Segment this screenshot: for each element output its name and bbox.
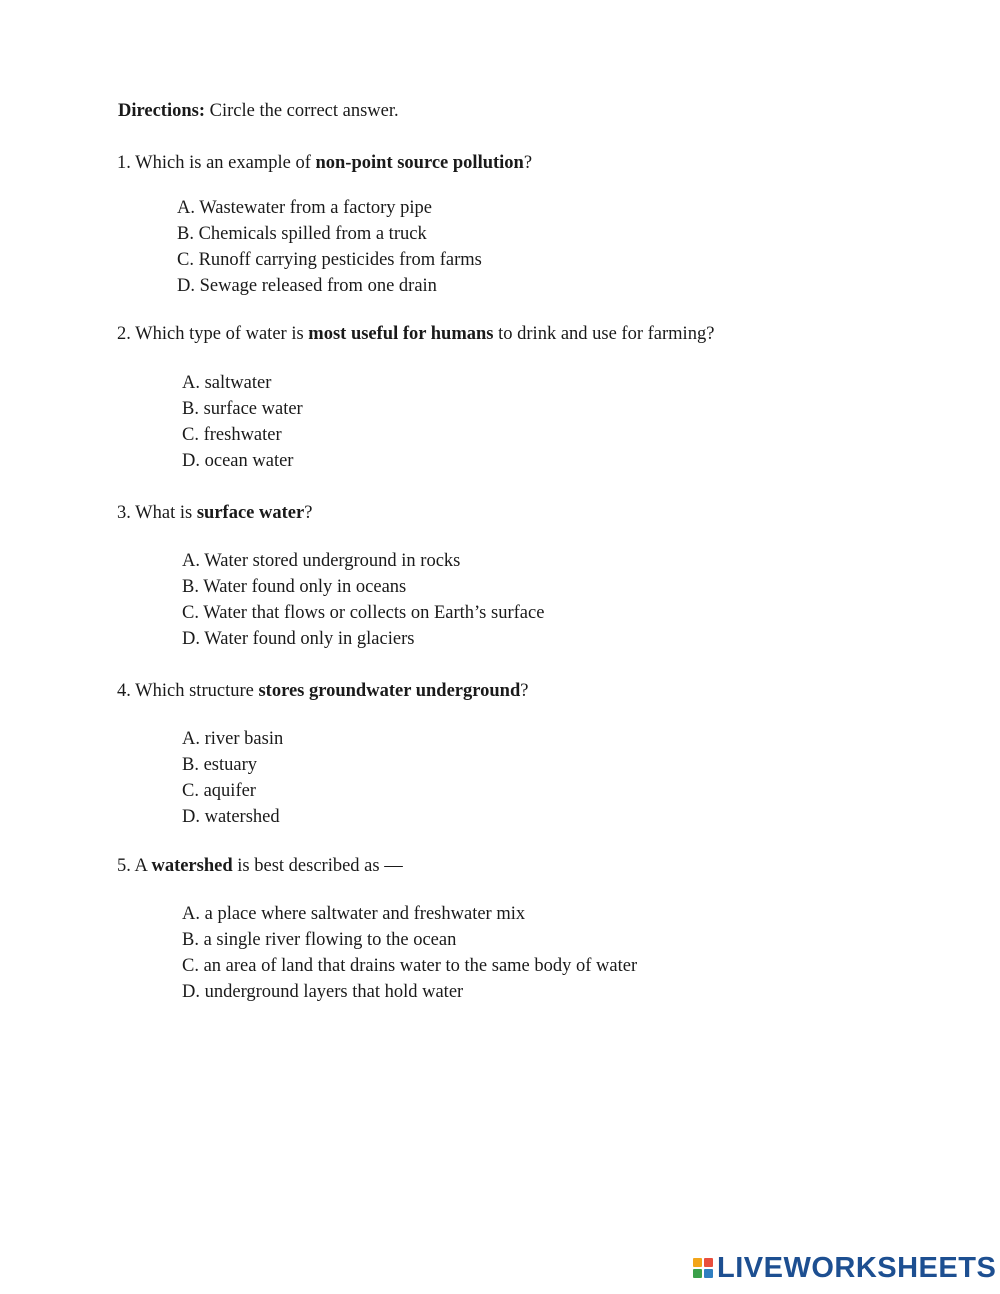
logo-text: LIVEWORKSHEETS bbox=[717, 1252, 997, 1284]
question-2-option-b[interactable]: B. surface water bbox=[182, 399, 303, 419]
question-2 bbox=[117, 323, 714, 345]
directions-label: Directions: bbox=[118, 101, 205, 121]
question-4-option-d[interactable]: D. watershed bbox=[182, 807, 280, 827]
question-3-prefix: 3. What is bbox=[117, 503, 197, 523]
question-4-bold: stores groundwater underground bbox=[258, 681, 521, 701]
question-3-option-a[interactable]: A. Water stored underground in rocks bbox=[182, 551, 461, 571]
question-4 bbox=[117, 680, 528, 702]
question-5-option-c[interactable]: C. an area of land that drains water to the same body of water bbox=[182, 956, 638, 976]
question-5-option-d[interactable]: D. underground layers that hold water bbox=[182, 982, 464, 1002]
logo-blocks-icon bbox=[693, 1258, 713, 1278]
question-4-suffix: ? bbox=[520, 681, 529, 701]
logo-block-4 bbox=[704, 1269, 713, 1278]
logo-block-3 bbox=[693, 1269, 702, 1278]
question-4-prefix: 4. Which structure bbox=[117, 681, 259, 701]
liveworksheets-logo bbox=[693, 1253, 996, 1283]
question-5-bold: watershed bbox=[151, 856, 233, 876]
logo-block-1 bbox=[693, 1258, 702, 1267]
question-2-option-a[interactable]: A. saltwater bbox=[182, 373, 272, 393]
question-1-option-d[interactable]: D. Sewage released from one drain bbox=[177, 276, 437, 296]
question-1-bold: non-point source pollution bbox=[315, 153, 524, 173]
question-1-options bbox=[177, 197, 482, 301]
directions-text: Circle the correct answer. bbox=[205, 101, 399, 121]
question-5 bbox=[117, 855, 403, 877]
question-3-bold: surface water bbox=[196, 503, 305, 523]
question-1-option-b[interactable]: B. Chemicals spilled from a truck bbox=[177, 224, 427, 244]
question-5-prefix: 5. A bbox=[117, 856, 152, 876]
question-2-options bbox=[182, 372, 303, 476]
question-5-option-a[interactable]: A. a place where saltwater and freshwater mix bbox=[182, 904, 526, 924]
question-3-option-d[interactable]: D. Water found only in glaciers bbox=[182, 629, 415, 649]
question-4-options bbox=[182, 728, 283, 832]
question-3-suffix: ? bbox=[304, 503, 313, 523]
question-3-option-b[interactable]: B. Water found only in oceans bbox=[182, 577, 407, 597]
question-5-options bbox=[182, 903, 637, 1007]
question-4-option-c[interactable]: C. aquifer bbox=[182, 781, 256, 801]
question-2-prefix: 2. Which type of water is bbox=[117, 324, 309, 344]
question-1-option-a[interactable]: A. Wastewater from a factory pipe bbox=[177, 198, 433, 218]
question-3-options bbox=[182, 550, 544, 654]
question-1-option-c[interactable]: C. Runoff carrying pesticides from farms bbox=[177, 250, 482, 270]
question-1 bbox=[117, 152, 532, 174]
question-3-option-c[interactable]: C. Water that flows or collects on Earth’s surface bbox=[182, 603, 545, 623]
question-2-suffix: to drink and use for farming? bbox=[493, 324, 715, 344]
question-4-option-a[interactable]: A. river basin bbox=[182, 729, 284, 749]
question-3 bbox=[117, 502, 312, 524]
question-5-option-b[interactable]: B. a single river flowing to the ocean bbox=[182, 930, 457, 950]
logo-block-2 bbox=[704, 1258, 713, 1267]
question-2-option-d[interactable]: D. ocean water bbox=[182, 451, 294, 471]
directions bbox=[118, 100, 399, 122]
question-1-prefix: 1. Which is an example of bbox=[117, 153, 316, 173]
question-2-bold: most useful for humans bbox=[308, 324, 494, 344]
question-5-suffix: is best described as — bbox=[232, 856, 403, 876]
question-2-option-c[interactable]: C. freshwater bbox=[182, 425, 282, 445]
question-4-option-b[interactable]: B. estuary bbox=[182, 755, 258, 775]
question-1-suffix: ? bbox=[523, 153, 533, 173]
